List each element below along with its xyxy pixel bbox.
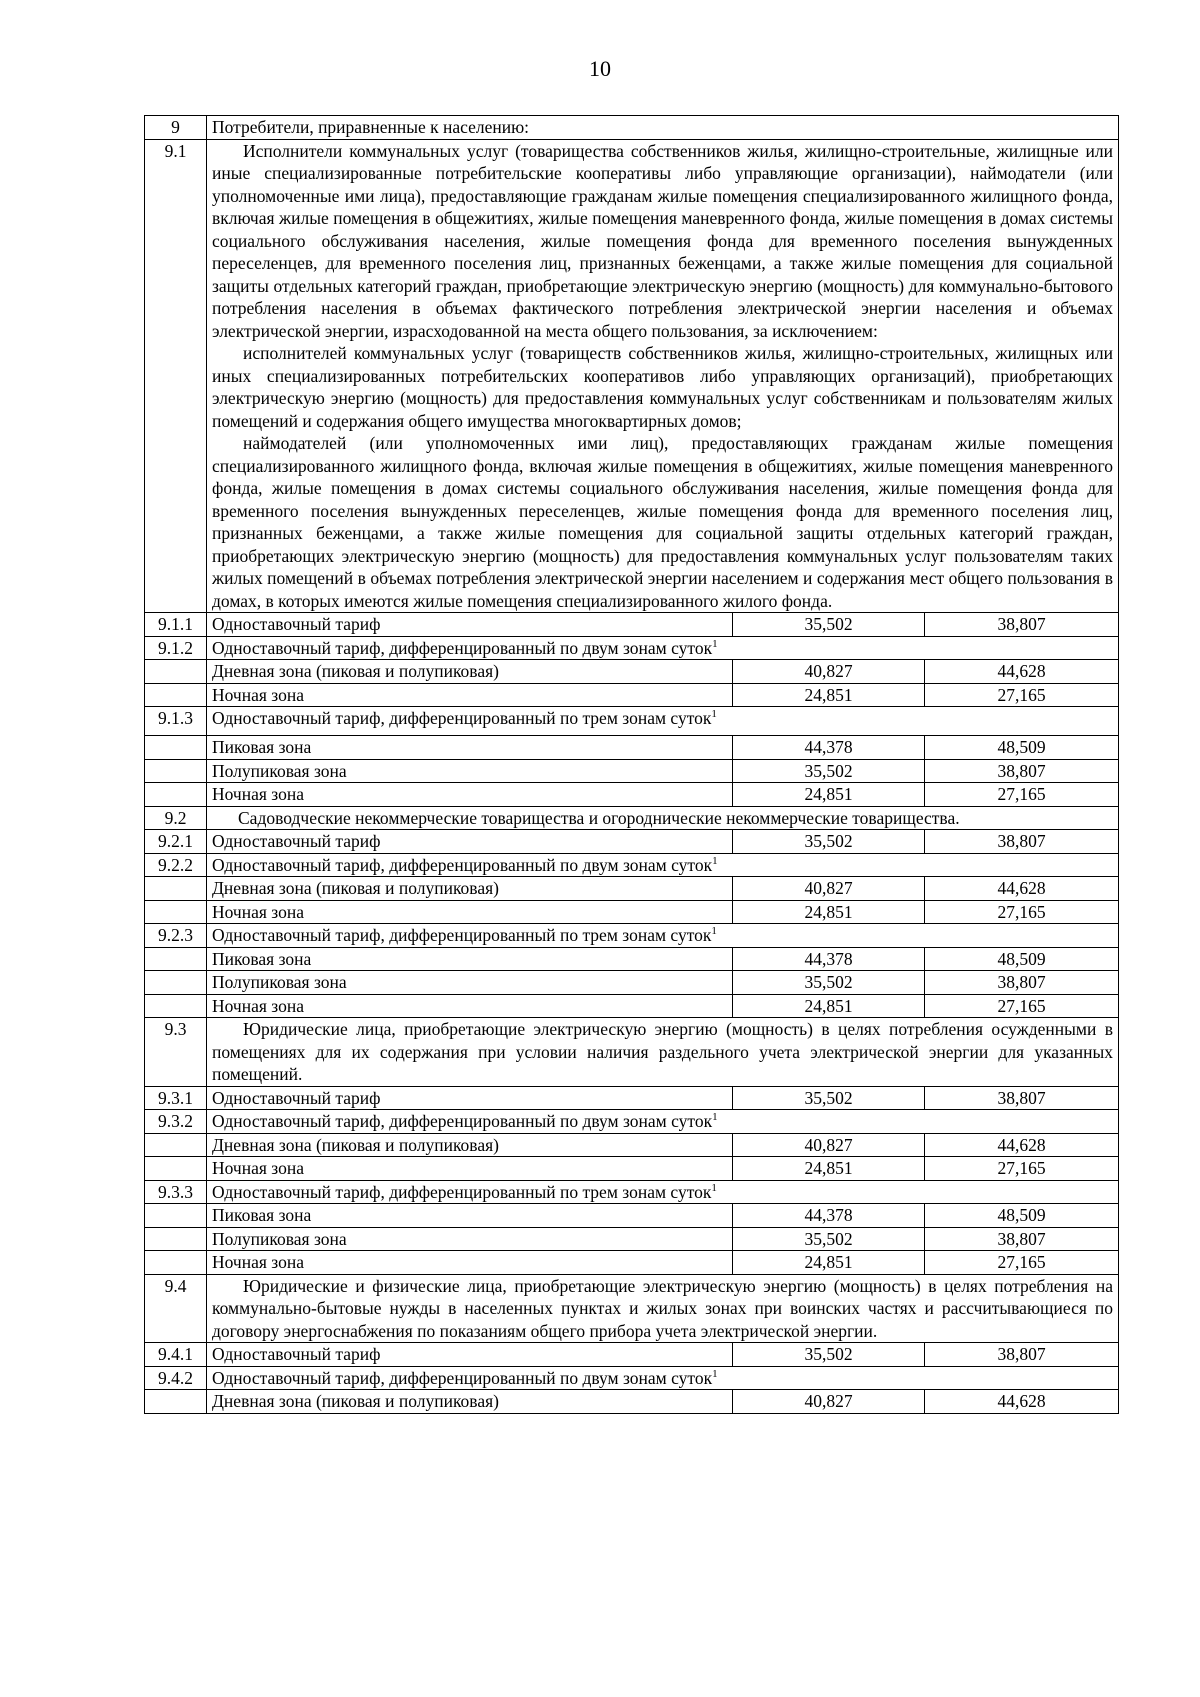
table-row	[145, 636, 1119, 660]
tariff-value-1: 35,502	[733, 1227, 925, 1251]
table-row	[145, 1343, 1119, 1367]
table-row	[145, 830, 1119, 854]
zone-name: Пиковая зона	[207, 947, 733, 971]
tariff-value-2: 48,509	[925, 736, 1119, 760]
category-paragraph: наймодателей (или уполномоченных ими лиц), предоставляющих гражданам жилые помещения специализированного жилищного фонда, включая жилые помещения в общежитиях, жилые помещения маневренного фонда, жилые помещения в домах системы социального обслуживания населения, жилые помещения фонда для временного поселения вынужденных переселенцев, жилые помещения фонда для временного поселения лиц, признанных беженцами, а также жилые помещения для социальной защиты отдельных категорий граждан, приобретающих электрическую энергию (мощность) для предоставления коммунальных услуг пользователям таких жилых помещений в объемах потребления электрической энергии населением и содержания мест общего пользования в домах, в которых имеются жилые помещения специализированного жилого фонда.	[212, 433, 1113, 611]
empty-cell	[145, 1133, 207, 1157]
zone-name: Дневная зона (пиковая и полупиковая)	[207, 1390, 733, 1414]
row-number: 9.2.2	[145, 853, 207, 877]
zone-name: Дневная зона (пиковая и полупиковая)	[207, 660, 733, 684]
tariff-name	[207, 636, 1119, 660]
zone-name: Ночная зона	[207, 900, 733, 924]
table-row	[145, 1086, 1119, 1110]
zone-name: Ночная зона	[207, 683, 733, 707]
row-number: 9.4.2	[145, 1366, 207, 1390]
table-row	[145, 1227, 1119, 1251]
table-row	[145, 806, 1119, 830]
tariff-value-1: 24,851	[733, 783, 925, 807]
table-row	[145, 924, 1119, 948]
zone-name: Ночная зона	[207, 1157, 733, 1181]
table-row	[145, 139, 1119, 613]
zone-name: Дневная зона (пиковая и полупиковая)	[207, 877, 733, 901]
row-number: 9.3.2	[145, 1110, 207, 1134]
empty-cell	[145, 683, 207, 707]
tariff-value-2: 27,165	[925, 994, 1119, 1018]
row-number: 9.3.3	[145, 1180, 207, 1204]
table-row	[145, 683, 1119, 707]
tariff-value-2: 38,807	[925, 830, 1119, 854]
tariff-name	[207, 853, 1119, 877]
row-number: 9.1.3	[145, 707, 207, 736]
tariff-name	[207, 707, 1119, 736]
tariff-name	[207, 924, 1119, 948]
row-number: 9.1.1	[145, 613, 207, 637]
tariff-value-1: 40,827	[733, 1133, 925, 1157]
tariff-value-2: 38,807	[925, 759, 1119, 783]
zone-name: Пиковая зона	[207, 736, 733, 760]
table-row	[145, 707, 1119, 736]
table-row	[145, 759, 1119, 783]
table-row	[145, 1110, 1119, 1134]
category-text	[207, 806, 1119, 830]
row-number: 9.3.1	[145, 1086, 207, 1110]
table-row	[145, 900, 1119, 924]
table-row	[145, 116, 1119, 140]
category-paragraph: Юридические лица, приобретающие электрическую энергию (мощность) в целях потребления осужденными в помещениях для их содержания при условии наличия раздельного учета электрической энергии для указанных помещений.	[212, 1019, 1113, 1084]
row-number: 9.4	[145, 1274, 207, 1343]
zone-name: Ночная зона	[207, 994, 733, 1018]
tariff-value-1: 24,851	[733, 900, 925, 924]
tariff-value-2: 48,509	[925, 947, 1119, 971]
tariff-value-2: 44,628	[925, 1390, 1119, 1414]
tariff-value-2: 38,807	[925, 613, 1119, 637]
footnote-mark: 1	[712, 1367, 718, 1380]
empty-cell	[145, 877, 207, 901]
zone-name: Полупиковая зона	[207, 971, 733, 995]
tariff-name: Одноставочный тариф	[207, 1086, 733, 1110]
empty-cell	[145, 783, 207, 807]
tariff-value-1: 35,502	[733, 1086, 925, 1110]
zone-name: Ночная зона	[207, 783, 733, 807]
tariff-name: Одноставочный тариф	[207, 613, 733, 637]
table-row	[145, 1251, 1119, 1275]
table-row	[145, 783, 1119, 807]
tariff-value-2: 44,628	[925, 877, 1119, 901]
tariff-value-2: 27,165	[925, 783, 1119, 807]
tariff-name	[207, 1110, 1119, 1134]
table-row	[145, 1274, 1119, 1343]
table-row	[145, 947, 1119, 971]
tariff-value-1: 24,851	[733, 994, 925, 1018]
table-row	[145, 1204, 1119, 1228]
tariff-value-2: 27,165	[925, 900, 1119, 924]
tariff-value-2: 38,807	[925, 1343, 1119, 1367]
row-number: 9.3	[145, 1018, 207, 1087]
tariff-value-1: 35,502	[733, 971, 925, 995]
zone-name: Дневная зона (пиковая и полупиковая)	[207, 1133, 733, 1157]
table-row	[145, 1157, 1119, 1181]
tariff-value-2: 27,165	[925, 1157, 1119, 1181]
tariff-value-2: 38,807	[925, 1086, 1119, 1110]
footnote-mark: 1	[711, 1181, 717, 1194]
category-paragraph: Юридические и физические лица, приобретающие электрическую энергию (мощность) в целях потребления на коммунально-бытовые нужды в населенных пунктах и жилых зонах при воинских частях и рассчитывающиеся по договору энергоснабжения по показаниям общего прибора учета электрической энергии.	[212, 1275, 1113, 1341]
tariff-value-1: 40,827	[733, 660, 925, 684]
tariff-value-2: 44,628	[925, 1133, 1119, 1157]
tariff-name-text: Одноставочный тариф, дифференцированный по двум зонам суток	[212, 1367, 713, 1388]
empty-cell	[145, 660, 207, 684]
tariff-name-text: Одноставочный тариф, дифференцированный по двум зонам суток	[212, 637, 713, 658]
tariff-value-1: 24,851	[733, 1157, 925, 1181]
empty-cell	[145, 736, 207, 760]
category-text	[207, 139, 1119, 613]
empty-cell	[145, 759, 207, 783]
empty-cell	[145, 1251, 207, 1275]
row-number: 9.2.1	[145, 830, 207, 854]
empty-cell	[145, 900, 207, 924]
table-row	[145, 613, 1119, 637]
category-text	[207, 1274, 1119, 1343]
table-row	[145, 736, 1119, 760]
footnote-mark: 1	[712, 637, 718, 650]
row-number: 9.2	[145, 806, 207, 830]
category-paragraph: Садоводческие некоммерческие товарищества и огороднические некоммерческие товарищества.	[238, 807, 960, 828]
zone-name: Ночная зона	[207, 1251, 733, 1275]
tariff-name: Одноставочный тариф	[207, 1343, 733, 1367]
row-number: 9	[145, 116, 207, 140]
page-number: 10	[589, 56, 611, 81]
table-row	[145, 1180, 1119, 1204]
tariff-value-2: 44,628	[925, 660, 1119, 684]
tariff-value-1: 35,502	[733, 759, 925, 783]
tariff-name-text: Одноставочный тариф, дифференцированный по трем зонам суток	[212, 1181, 712, 1202]
category-text: Потребители, приравненные к населению:	[207, 116, 1119, 140]
empty-cell	[145, 1204, 207, 1228]
tariff-value-1: 24,851	[733, 683, 925, 707]
category-paragraph: Исполнители коммунальных услуг (товарищества собственников жилья, жилищно-строительные, жилищные или иные специализированные потребительские кооперативы либо управляющие организации), наймодатели (или уполномоченные ими лица), предоставляющие гражданам жилые помещения специализированного жилищного фонда, включая жилые помещения в общежитиях, жилые помещения маневренного фонда, жилые помещения в домах системы социального обслуживания населения, жилые помещения фонда для временного поселения вынужденных переселенцев, для временного поселения лиц, признанных беженцами, а также жилые помещения для социальной защиты отдельных категорий граждан, приобретающие электрическую энергию (мощность) для коммунально-бытового потребления населения в объемах фактического потребления электрической энергии населения и объемах электрической энергии, израсходованной на места общего пользования, за исключением:	[212, 140, 1113, 341]
empty-cell	[145, 994, 207, 1018]
table-row	[145, 971, 1119, 995]
tariff-name-text: Одноставочный тариф, дифференцированный по двум зонам суток	[212, 854, 713, 875]
tariff-name	[207, 1180, 1119, 1204]
empty-cell	[145, 971, 207, 995]
tariff-value-2: 27,165	[925, 1251, 1119, 1275]
tariff-value-1: 35,502	[733, 613, 925, 637]
tariff-name-text: Одноставочный тариф, дифференцированный по двум зонам суток	[212, 1111, 713, 1131]
tariff-value-2: 38,807	[925, 1227, 1119, 1251]
table-row	[145, 994, 1119, 1018]
tariff-name	[207, 1366, 1119, 1390]
empty-cell	[145, 947, 207, 971]
empty-cell	[145, 1227, 207, 1251]
footnote-mark: 1	[712, 854, 718, 867]
tariff-value-1: 44,378	[733, 1204, 925, 1228]
tariff-value-1: 40,827	[733, 1390, 925, 1414]
empty-cell	[145, 1390, 207, 1414]
table-row	[145, 1018, 1119, 1087]
tariff-table	[144, 115, 1119, 1414]
tariff-value-1: 35,502	[733, 1343, 925, 1367]
tariff-value-1: 24,851	[733, 1251, 925, 1275]
empty-cell	[145, 1157, 207, 1181]
tariff-name: Одноставочный тариф	[207, 830, 733, 854]
tariff-value-1: 44,378	[733, 736, 925, 760]
table-row	[145, 1390, 1119, 1414]
table-row	[145, 660, 1119, 684]
table-row	[145, 1133, 1119, 1157]
tariff-value-1: 44,378	[733, 947, 925, 971]
tariff-value-1: 40,827	[733, 877, 925, 901]
tariff-value-2: 27,165	[925, 683, 1119, 707]
row-number: 9.1	[145, 139, 207, 613]
row-number: 9.2.3	[145, 924, 207, 948]
tariff-value-2: 48,509	[925, 1204, 1119, 1228]
zone-name: Полупиковая зона	[207, 1227, 733, 1251]
table-row	[145, 1366, 1119, 1390]
row-number: 9.4.1	[145, 1343, 207, 1367]
tariff-value-2: 38,807	[925, 971, 1119, 995]
tariff-name-text: Одноставочный тариф, дифференцированный по трем зонам суток	[212, 925, 712, 945]
zone-name: Пиковая зона	[207, 1204, 733, 1228]
tariff-value-1: 35,502	[733, 830, 925, 854]
table-row	[145, 853, 1119, 877]
footnote-mark: 1	[712, 1111, 718, 1124]
footnote-mark: 1	[711, 708, 717, 721]
table-row	[145, 877, 1119, 901]
footnote-mark: 1	[711, 925, 717, 938]
row-number: 9.1.2	[145, 636, 207, 660]
tariff-name-text: Одноставочный тариф, дифференцированный по трем зонам суток	[212, 708, 712, 728]
category-text	[207, 1018, 1119, 1087]
category-paragraph: исполнителей коммунальных услуг (товариществ собственников жилья, жилищно-строительных, жилищных или иных специализированных потребительских кооперативов либо управляющих организаций), приобретающих электрическую энергию (мощность) для предоставления коммунальных услуг собственникам и пользователям жилых помещений и содержания общего имущества многоквартирных домов;	[212, 343, 1113, 431]
zone-name: Полупиковая зона	[207, 759, 733, 783]
